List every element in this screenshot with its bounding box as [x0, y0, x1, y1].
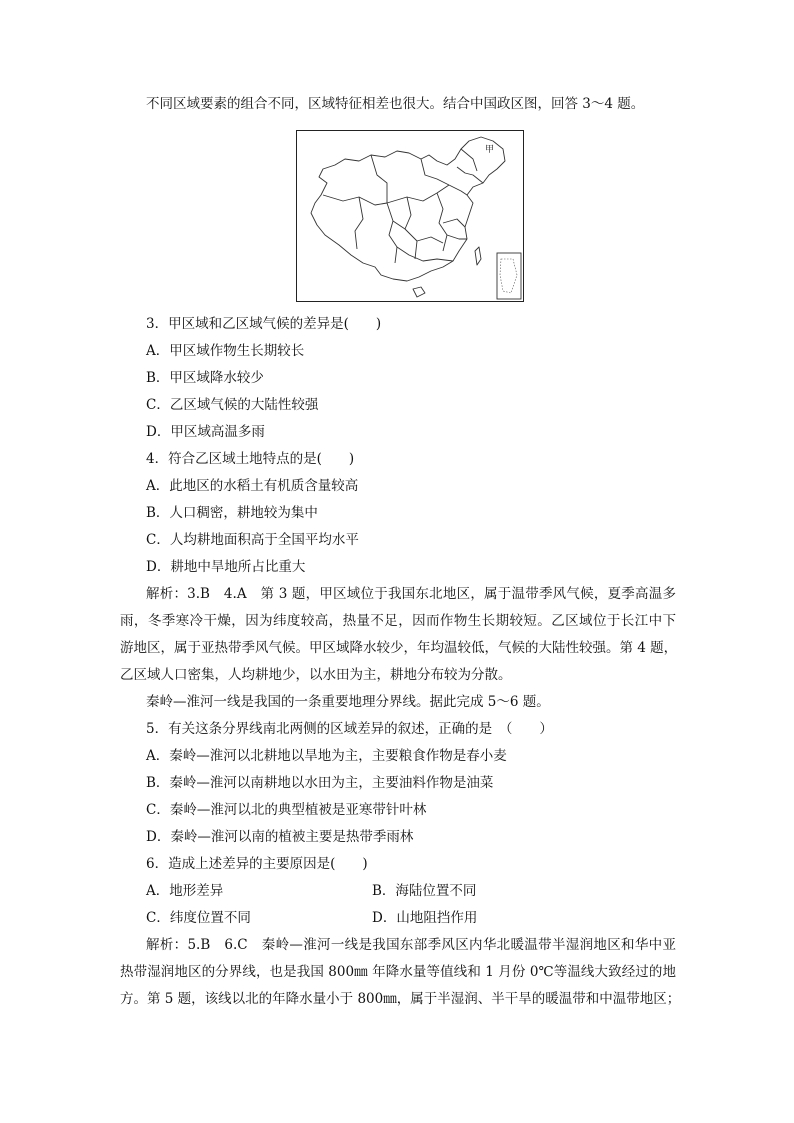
map-label-jia: 甲	[485, 145, 495, 155]
question-5-option-d: D．秦岭—淮河以南的植被主要是热带季雨林	[146, 829, 414, 845]
question-5-stem: 5．有关这条分界线南北两侧的区域差异的叙述，正确的是 （ ）	[146, 721, 553, 737]
analysis-1-line-2: 雨，冬季寒冷干燥，因为纬度较高，热量不足，因而作物生长期较短。乙区域位于长江中下	[120, 613, 676, 629]
question-5-option-a: A．秦岭—淮河以北耕地以旱地为主，主要粮食作物是春小麦	[146, 748, 507, 764]
question-3-option-a: A．甲区域作物生长期较长	[146, 343, 305, 359]
question-3-option-b: B．甲区域降水较少	[146, 370, 264, 386]
question-3-stem: 3．甲区域和乙区域气候的差异是( )	[146, 316, 382, 332]
analysis-2-line-2: 热带湿润地区的分界线，也是我国 800㎜ 年降水量等值线和 1 月份 0℃等温线大致经过的地	[120, 964, 676, 980]
analysis-1-line-4: 乙区域人口密集，人均耕地少，以水田为主，耕地分布较为分散。	[120, 667, 512, 683]
question-5-option-c: C．秦岭—淮河以北的典型植被是亚寒带针叶林	[146, 802, 427, 818]
question-6-option-b: B．海陆位置不同	[372, 883, 477, 899]
analysis-2-line-3: 方。第 5 题，该线以北的年降水量小于 800㎜，属于半湿润、半干旱的暖温带和中温带地区；	[120, 991, 681, 1007]
analysis-2-line-1: 解析：5.B 6.C 秦岭—淮河一线是我国东部季风区内华北暖温带半湿润地区和华中亚	[146, 937, 676, 953]
question-4-option-a: A．此地区的水稻土有机质含量较高	[146, 478, 359, 494]
question-4-option-d: D．耕地中旱地所占比重大	[146, 559, 306, 575]
question-6-option-a: A．地形差异	[146, 883, 224, 899]
analysis-1-line-3: 游地区，属于亚热带季风气候。甲区域降水较少，年均温较低，气候的大陆性较强。第 4 题，	[120, 640, 678, 656]
question-6-stem: 6．造成上述差异的主要原因是( )	[146, 856, 368, 872]
intro-text-1: 不同区域要素的组合不同，区域特征相差也很大。结合中国政区图，回答 3～4 题。	[146, 96, 645, 112]
intro-text-2: 秦岭—淮河一线是我国的一条重要地理分界线。据此完成 5～6 题。	[146, 694, 550, 710]
question-6-option-c: C．纬度位置不同	[146, 910, 251, 926]
question-5-option-b: B．秦岭—淮河以南耕地以水田为主，主要油料作物是油菜	[146, 775, 494, 791]
question-4-option-c: C．人均耕地面积高于全国平均水平	[146, 532, 359, 548]
china-political-map	[296, 130, 524, 302]
question-4-stem: 4．符合乙区域土地特点的是( )	[146, 451, 355, 467]
question-3-option-d: D．甲区域高温多雨	[146, 424, 265, 440]
question-6-option-d: D．山地阻挡作用	[372, 910, 478, 926]
question-4-option-b: B．人口稠密，耕地较为集中	[146, 505, 318, 521]
question-3-option-c: C．乙区域气候的大陆性较强	[146, 397, 319, 413]
analysis-1-line-1: 解析：3.B 4.A 第 3 题，甲区域位于我国东北地区，属于温带季风气候，夏季高温多	[146, 586, 676, 602]
china-map-outline	[297, 131, 523, 301]
